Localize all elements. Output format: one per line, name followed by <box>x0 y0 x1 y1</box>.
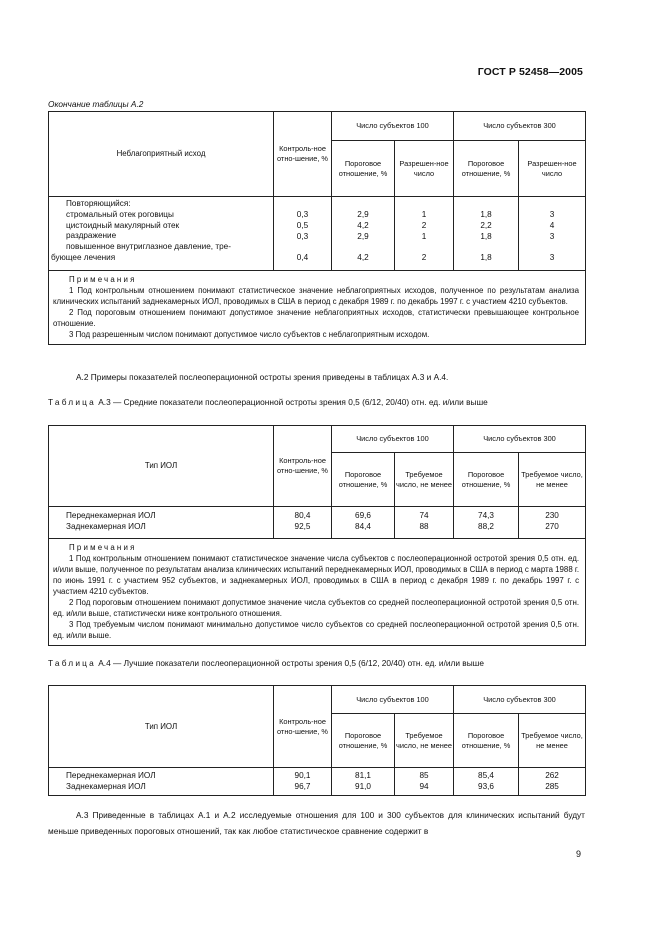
threshold-100-values-cell <box>332 507 395 539</box>
required-300-values-cell <box>519 507 586 539</box>
table-a3-notes <box>49 539 586 646</box>
value: 3 <box>549 253 555 263</box>
value: 80,4 <box>294 511 311 520</box>
allowed-300-values-cell <box>519 197 586 271</box>
required-100-values-cell <box>395 507 454 539</box>
col-header-event: Неблагоприятный исход <box>49 112 274 197</box>
sub-header-threshold-300: Пороговое отношение, % <box>454 714 519 768</box>
event-name: Повторяющийся: <box>66 199 131 208</box>
value: 88 <box>419 521 429 531</box>
col-header-type: Тип ИОЛ <box>49 686 274 768</box>
value: 2 <box>421 253 427 263</box>
page-number: 9 <box>575 849 581 859</box>
caption-prefix: Таблица <box>48 397 96 407</box>
value: 1 <box>421 231 427 241</box>
value: 0,5 <box>296 220 309 230</box>
sub-header-allowed-100: Разрешен-ное число <box>395 141 454 197</box>
caption-text: А.4 — Лучшие показатели послеоперационной остроты зрения 0,5 (6/12, 20/40) отн. ед. и/или выше <box>98 658 484 668</box>
note-1: 1 Под контрольным отношением понимают статистическое значение неблагоприятных исходов, полученное по результатам анализа клинических испытаний заднекамерных ИОЛ, проводимых в США в период с декабря 1989 г. по декабрь 1997 г. с участием 4210 субъектов. <box>53 286 580 306</box>
value: 4,2 <box>357 220 369 230</box>
event-name: цистоидный макулярный отек <box>66 220 180 230</box>
col-header-control: Контроль-ное отно-шение, % <box>274 112 332 197</box>
value: 1,8 <box>480 253 492 263</box>
value: 74 <box>419 511 429 520</box>
value: 3 <box>549 210 555 219</box>
paragraph-a3: А.3 Приведенные в таблицах А.1 и А.2 исследуемые отношения для 100 и 300 субъектов для клинических испытаний будут меньше приведенных пороговых отношений, так как любое статистическое сравнение содержит в <box>48 810 585 836</box>
iol-name: Переднекамерная ИОЛ <box>66 771 156 780</box>
paragraph-a2: А.2 Примеры показателей послеоперационной остроты зрения приведены в таблицах А.3 и А.4. <box>76 372 449 382</box>
sub-header-threshold-100: Пороговое отношение, % <box>332 453 395 507</box>
group-header-100: Число субъектов 100 <box>332 426 454 453</box>
value: 74,3 <box>478 511 494 520</box>
value: 230 <box>545 511 559 520</box>
col-header-control: Контроль-ное отно-шение, % <box>274 426 332 507</box>
value: 0,3 <box>296 210 309 219</box>
threshold-300-values-cell <box>454 197 519 271</box>
value: 1,8 <box>480 210 492 219</box>
control-values-cell <box>274 768 332 796</box>
note-2: 2 Под пороговым отношением понимают допустимое значение неблагоприятных исходов, статистически превышающее контрольное отношение. <box>53 308 580 328</box>
value: 2 <box>421 220 427 230</box>
value: 0,3 <box>296 231 309 241</box>
group-header-100: Число субъектов 100 <box>332 686 454 714</box>
sub-header-required-100: Требуемое число, не менее <box>395 714 454 768</box>
threshold-300-values-cell <box>454 768 519 796</box>
value: 92,5 <box>294 521 311 531</box>
value: 81,1 <box>355 771 371 780</box>
value: 2,9 <box>357 231 369 241</box>
value: 2,2 <box>480 220 492 230</box>
event-name: раздражение <box>66 231 117 241</box>
threshold-100-values-cell <box>332 197 395 271</box>
value: 69,6 <box>355 511 371 520</box>
table-a2-caption: Окончание таблицы А.2 <box>48 99 144 109</box>
threshold-300-values-cell <box>454 507 519 539</box>
sub-header-required-300: Требуемое число, не менее <box>519 714 586 768</box>
value: 1,8 <box>480 231 492 241</box>
notes-title: Примечания <box>69 275 137 284</box>
caption-prefix: Таблица <box>48 658 96 668</box>
notes-title: Примечания <box>69 543 137 552</box>
table-a3-caption <box>48 397 608 408</box>
col-header-type: Тип ИОЛ <box>49 426 274 507</box>
group-header-300: Число субъектов 300 <box>454 686 586 714</box>
value: 85 <box>419 771 429 780</box>
document-id: ГОСТ Р 52458—2005 <box>477 66 583 78</box>
required-100-values-cell <box>395 768 454 796</box>
col-header-control: Контроль-ное отно-шение, % <box>274 686 332 768</box>
group-header-300: Число субъектов 300 <box>454 426 586 453</box>
sub-header-required-100: Требуемое число, не менее <box>395 453 454 507</box>
value: 90,1 <box>294 771 311 780</box>
value: 85,4 <box>478 771 494 780</box>
control-values-cell <box>274 197 332 271</box>
value: 262 <box>545 771 559 780</box>
threshold-100-values-cell <box>332 768 395 796</box>
group-header-300: Число субъектов 300 <box>454 112 586 141</box>
iol-name: Заднекамерная ИОЛ <box>66 521 146 531</box>
iol-name: Заднекамерная ИОЛ <box>66 781 146 791</box>
sub-header-threshold-100: Пороговое отношение, % <box>332 714 395 768</box>
event-names-cell <box>49 197 274 271</box>
table-a3 <box>48 425 586 646</box>
value: 84,4 <box>355 521 371 531</box>
value: 2,9 <box>357 210 369 219</box>
iol-names-cell <box>49 507 274 539</box>
event-name: повышенное внутриглазное давление, тре- <box>66 242 231 252</box>
group-header-100: Число субъектов 100 <box>332 112 454 141</box>
value: 91,0 <box>355 781 371 791</box>
note-2: 2 Под пороговым отношением понимают допустимое значение числа субъектов со средней послеоперационной остротой зрения 0,5 отн. ед. и/или выше, статистически ниже контрольного отношения. <box>53 598 580 618</box>
table-a4 <box>48 685 586 796</box>
value: 1 <box>421 210 427 219</box>
value: 93,6 <box>478 781 494 791</box>
table-a2 <box>48 111 586 345</box>
value: 3 <box>549 231 555 241</box>
value: 285 <box>545 781 559 791</box>
iol-name: Переднекамерная ИОЛ <box>66 511 156 520</box>
iol-names-cell <box>49 768 274 796</box>
note-3: 3 Под требуемым числом понимают минимально допустимое число субъектов со средней послеоперационной остротой зрения 0,5 отн. ед. и/или выше. <box>53 620 580 640</box>
sub-header-threshold-300: Пороговое отношение, % <box>454 141 519 197</box>
sub-header-threshold-300: Пороговое отношение, % <box>454 453 519 507</box>
value: 4 <box>549 220 555 230</box>
note-3: 3 Под разрешенным числом понимают допустимое число субъектов с неблагоприятным исходом. <box>69 330 430 339</box>
table-a2-notes <box>49 271 586 345</box>
value: 94 <box>419 781 429 791</box>
note-1: 1 Под контрольным отношением понимают статистическое значение числа субъектов с послеоперационной остротой зрения 0,5 отн. ед. и/или выше, полученное по результатам анализа клинических испытаний переднекамерных ИОЛ, проводимых в США в период с марта 1988 г. по июнь 1991 г. с участием 952 субъектов, и заднекамерных ИОЛ, проводимых в США в период с декабря 1989 г. по декабрь 1997 г. с участием 4210 субъектов. <box>53 554 580 596</box>
control-values-cell <box>274 507 332 539</box>
value: 270 <box>545 521 559 531</box>
sub-header-allowed-300: Разрешен-ное число <box>519 141 586 197</box>
value: 88,2 <box>478 521 494 531</box>
value: 0,4 <box>296 253 309 263</box>
event-name: бующее лечения <box>51 252 116 262</box>
event-name: стромальный отек роговицы <box>66 209 174 219</box>
required-300-values-cell <box>519 768 586 796</box>
sub-header-threshold-100: Пороговое отношение, % <box>332 141 395 197</box>
allowed-100-values-cell <box>395 197 454 271</box>
sub-header-required-300: Требуемое число, не менее <box>519 453 586 507</box>
value: 4,2 <box>357 253 369 263</box>
value: 96,7 <box>294 781 311 791</box>
caption-text: А.3 — Средние показатели послеоперационной остроты зрения 0,5 (6/12, 20/40) отн. ед. и/или выше <box>98 397 488 407</box>
table-a4-caption <box>48 658 608 669</box>
